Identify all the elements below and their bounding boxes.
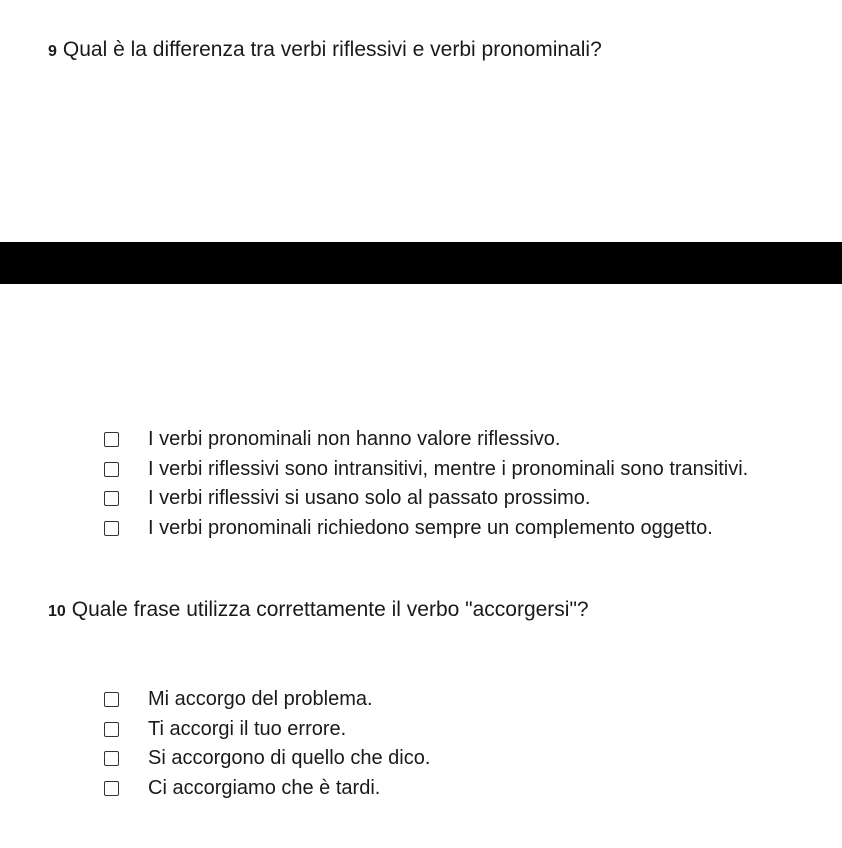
checkbox[interactable]: [104, 692, 119, 707]
checkbox[interactable]: [104, 521, 119, 536]
answer-option[interactable]: [104, 685, 430, 715]
option-label: I verbi pronominali richiedono sempre un complemento oggetto.: [148, 516, 713, 539]
question-number: 9: [48, 43, 57, 60]
option-label: I verbi riflessivi sono intransitivi, mentre i pronominali sono transitivi.: [148, 457, 749, 480]
answer-option[interactable]: [104, 455, 748, 485]
checkbox[interactable]: [104, 722, 119, 737]
option-label: Si accorgono di quello che dico.: [148, 747, 431, 770]
checkbox[interactable]: [104, 491, 119, 506]
checkbox[interactable]: [104, 781, 119, 796]
answer-option[interactable]: [104, 744, 430, 774]
answer-option[interactable]: [104, 715, 430, 745]
option-label: I verbi pronominali non hanno valore riflessivo.: [148, 428, 561, 451]
option-label: Mi accorgo del problema.: [148, 688, 373, 711]
answer-options-9: [104, 425, 748, 543]
checkbox[interactable]: [104, 432, 119, 447]
redaction-bar: [0, 242, 842, 284]
option-label: Ti accorgi il tuo errore.: [148, 717, 347, 740]
answer-option[interactable]: [104, 514, 748, 544]
answer-options-10: [104, 685, 430, 803]
question-text: Qual è la differenza tra verbi riflessivi e verbi pronominali?: [62, 38, 602, 61]
question-text: Quale frase utilizza correttamente il verbo "accorgersi"?: [71, 598, 589, 621]
option-label: I verbi riflessivi si usano solo al passato prossimo.: [148, 487, 591, 510]
question-10: [48, 598, 589, 622]
answer-option[interactable]: [104, 774, 430, 804]
answer-option[interactable]: [104, 425, 748, 455]
checkbox[interactable]: [104, 462, 119, 477]
checkbox[interactable]: [104, 751, 119, 766]
question-9: [48, 38, 602, 62]
answer-option[interactable]: [104, 484, 748, 514]
option-label: Ci accorgiamo che è tardi.: [148, 776, 381, 799]
question-number: 10: [48, 603, 66, 620]
